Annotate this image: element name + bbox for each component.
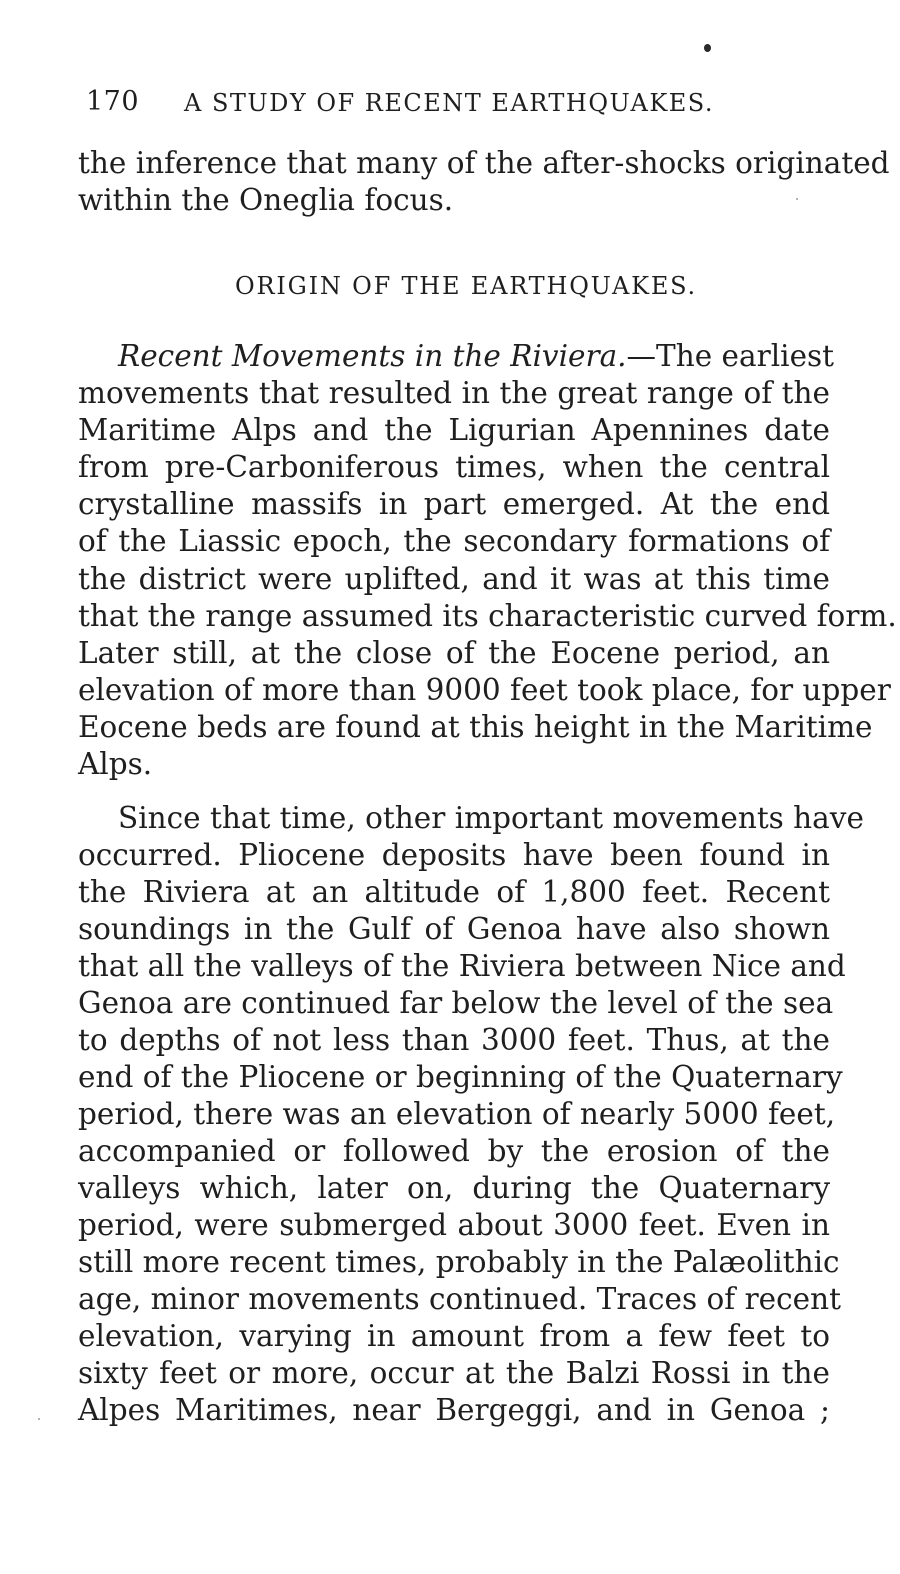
text-line: the Riviera at an altitude of 1,800 feet. Recent bbox=[78, 875, 830, 909]
text-line: period, were submerged about 3000 feet. Even in bbox=[78, 1208, 830, 1242]
text-line: movements that resulted in the great range of the bbox=[78, 376, 830, 411]
text-line: accompanied or followed by the erosion of the bbox=[78, 1134, 830, 1168]
text-line: Alpes Maritimes, near Bergeggi, and in Genoa ; bbox=[78, 1393, 830, 1427]
continuation-paragraph bbox=[78, 145, 890, 219]
text-line: crystalline massifs in part emerged. At the end bbox=[78, 487, 830, 522]
running-head: A STUDY OF RECENT EARTHQUAKES. bbox=[184, 89, 715, 117]
text-line: sixty feet or more, occur at the Balzi Rossi in the bbox=[78, 1356, 830, 1390]
text-line: to depths of not less than 3000 feet. Thus, at the bbox=[78, 1023, 830, 1057]
text-line: Genoa are continued far below the level of the sea bbox=[78, 986, 834, 1020]
paragraph-side-title: Recent Movements in the Riviera. bbox=[118, 339, 627, 373]
text-line: that the range assumed its characteristic curved form. bbox=[78, 598, 897, 633]
paper-speck bbox=[38, 1418, 40, 1420]
text-line: elevation, varying in amount from a few feet to bbox=[78, 1319, 830, 1353]
page-header bbox=[86, 86, 746, 122]
text-line: soundings in the Gulf of Genoa have also shown bbox=[78, 912, 830, 946]
text-line: end of the Pliocene or beginning of the Quaternary bbox=[78, 1060, 843, 1094]
text-line: Later still, at the close of the Eocene period, an bbox=[78, 635, 830, 670]
page-number: 170 bbox=[86, 86, 140, 117]
text-line: period, there was an elevation of nearly 5000 feet, bbox=[78, 1097, 836, 1131]
text-fragment: —The earliest bbox=[626, 339, 835, 373]
text-line: the district were uplifted, and it was at this time bbox=[78, 561, 830, 596]
text-line: Alps. bbox=[78, 747, 153, 782]
text-line: that all the valleys of the Riviera between Nice and bbox=[78, 949, 846, 983]
section-heading-text: ORIGIN OF THE EARTHQUAKES. bbox=[235, 272, 697, 300]
text-line: the inference that many of the after-shocks originated bbox=[78, 146, 890, 180]
text-line: valleys which, later on, during the Quaternary bbox=[78, 1171, 830, 1205]
text-line: age, minor movements continued. Traces of recent bbox=[78, 1282, 841, 1316]
text-fragment: Since that time, other important movements have bbox=[118, 801, 864, 835]
paragraph-since-that-time bbox=[78, 800, 864, 1429]
text-line: within the Oneglia focus. bbox=[78, 183, 454, 218]
paragraph-recent-movements bbox=[78, 338, 897, 783]
section-heading bbox=[0, 272, 900, 300]
text-line bbox=[78, 338, 835, 375]
text-line: Maritime Alps and the Ligurian Apennines date bbox=[78, 413, 830, 448]
text-line: elevation of more than 9000 feet took place, for upper bbox=[78, 672, 891, 707]
text-line: still more recent times, probably in the Palæolithic bbox=[78, 1245, 840, 1279]
text-line bbox=[78, 800, 864, 837]
text-line: Eocene beds are found at this height in the Maritime bbox=[78, 709, 873, 744]
text-line: of the Liassic epoch, the secondary formations of bbox=[78, 524, 830, 559]
text-line: from pre-Carboniferous times, when the central bbox=[78, 450, 830, 485]
ink-spot bbox=[704, 44, 711, 52]
text-line: occurred. Pliocene deposits have been found in bbox=[78, 838, 830, 872]
